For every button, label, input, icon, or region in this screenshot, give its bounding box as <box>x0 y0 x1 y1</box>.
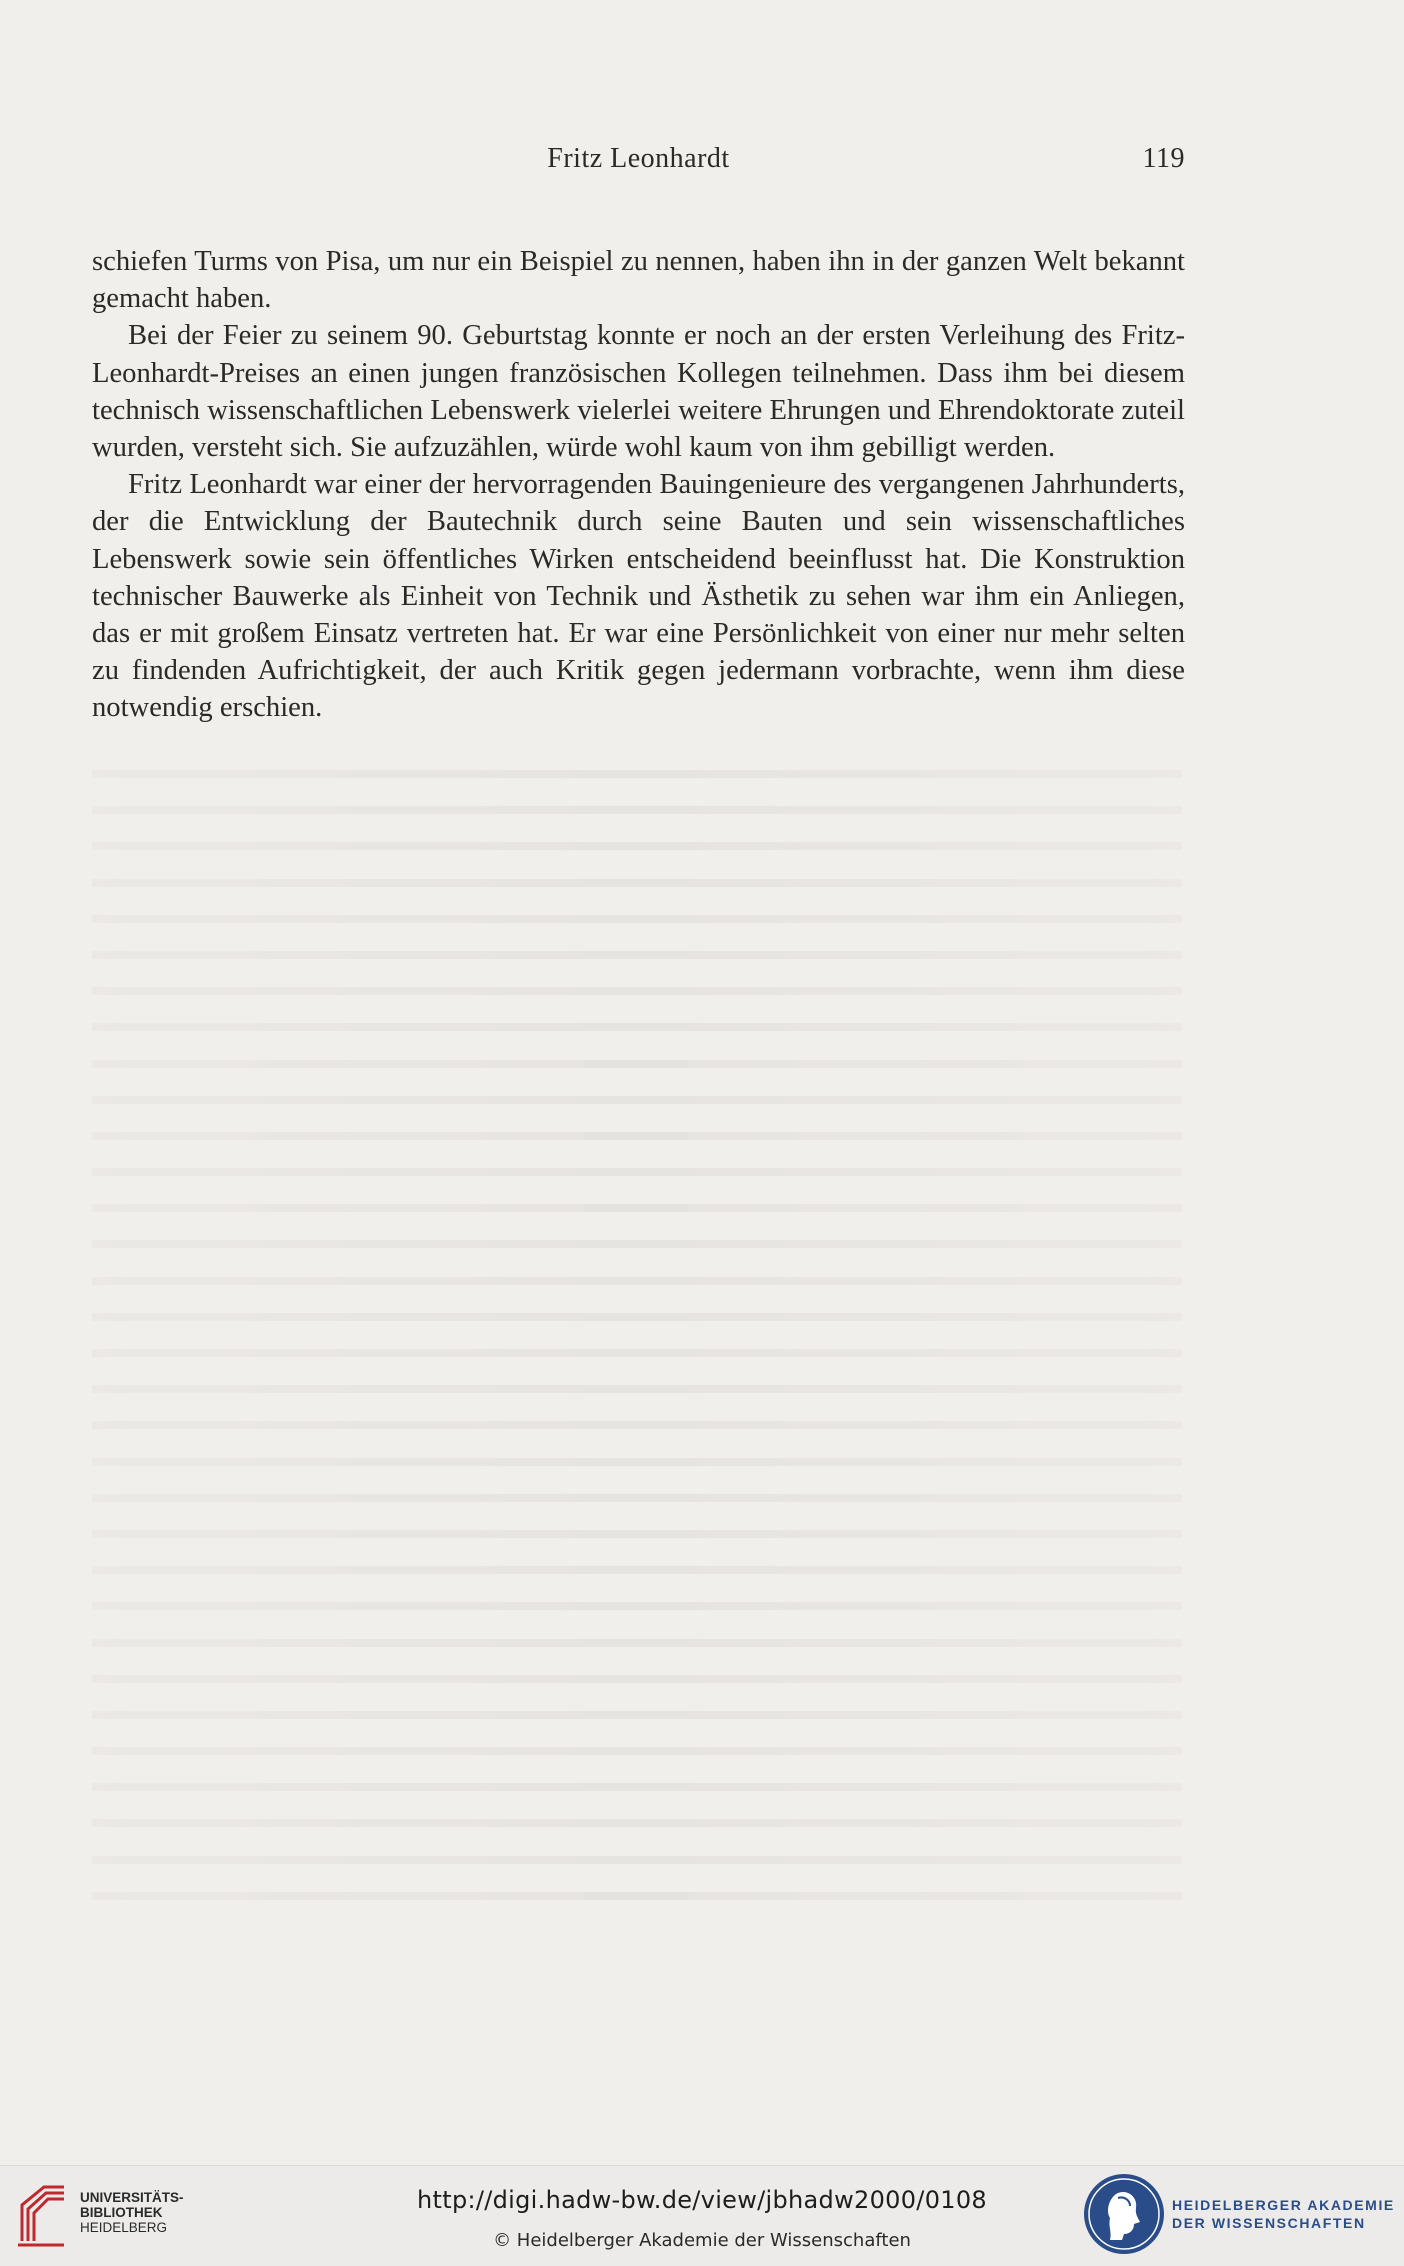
library-line-3: HEIDELBERG <box>80 2220 168 2235</box>
running-header <box>92 143 1185 183</box>
academy-name <box>1172 2196 1395 2232</box>
library-line-1: UNIVERSITÄTS- <box>80 2190 184 2205</box>
body-text <box>92 243 1185 727</box>
paragraph: schiefen Turms von Pisa, um nur ein Beispiel zu nennen, haben ihn in der ganzen Welt bekannt gemacht haben. <box>92 246 1185 315</box>
paragraph: Bei der Feier zu seinem 90. Geburtstag konnte er noch an der ersten Verleihung des Fritz-Leonhardt-Preises an einen jungen französischen Kollegen teilnehmen. Dass ihm bei diesem technisch wissenschaftlichen Lebenswerk vielerlei weitere Ehrungen und Ehrendoktorate zuteil wurden, versteht sich. Sie aufzuzählen, würde wohl kaum von ihm gebilligt werden. <box>92 320 1185 464</box>
library-line-2: BIBLIOTHEK <box>80 2205 163 2220</box>
academy-seal-icon[interactable] <box>1082 2172 1166 2256</box>
paragraph: Fritz Leonhardt war einer der hervorragenden Bauingenieure des vergangenen Jahrhunderts, der die Entwicklung der Bautechnik durch seine Bauten und sein wissenschaftliches Lebenswerk sowie sein öffentliches Wirken entscheidend beeinflusst hat. Die Konstruktion technischer Bauwerke als Einheit von Technik und Ästhetik zu sehen war ihm ein Anliegen, das er mit großem Einsatz vertreten hat. Er war eine Persönlichkeit von einer nur mehr selten zu findenden Aufrichtigkeit, der auch Kritik gegen jedermann vorbrachte, wenn ihm diese notwendig erschien. <box>92 469 1185 724</box>
copyright-notice: © Heidelberger Akademie der Wissenschaften <box>493 2230 911 2251</box>
bleed-through-texture <box>92 770 1182 1980</box>
academy-line-2: DER WISSENSCHAFTEN <box>1172 2215 1366 2231</box>
page-number: 119 <box>1142 143 1185 174</box>
permalink-url[interactable]: http://digi.hadw-bw.de/view/jbhadw2000/0108 <box>417 2186 987 2214</box>
academy-line-1: HEIDELBERGER AKADEMIE <box>1172 2197 1395 2213</box>
running-title: Fritz Leonhardt <box>547 143 730 174</box>
